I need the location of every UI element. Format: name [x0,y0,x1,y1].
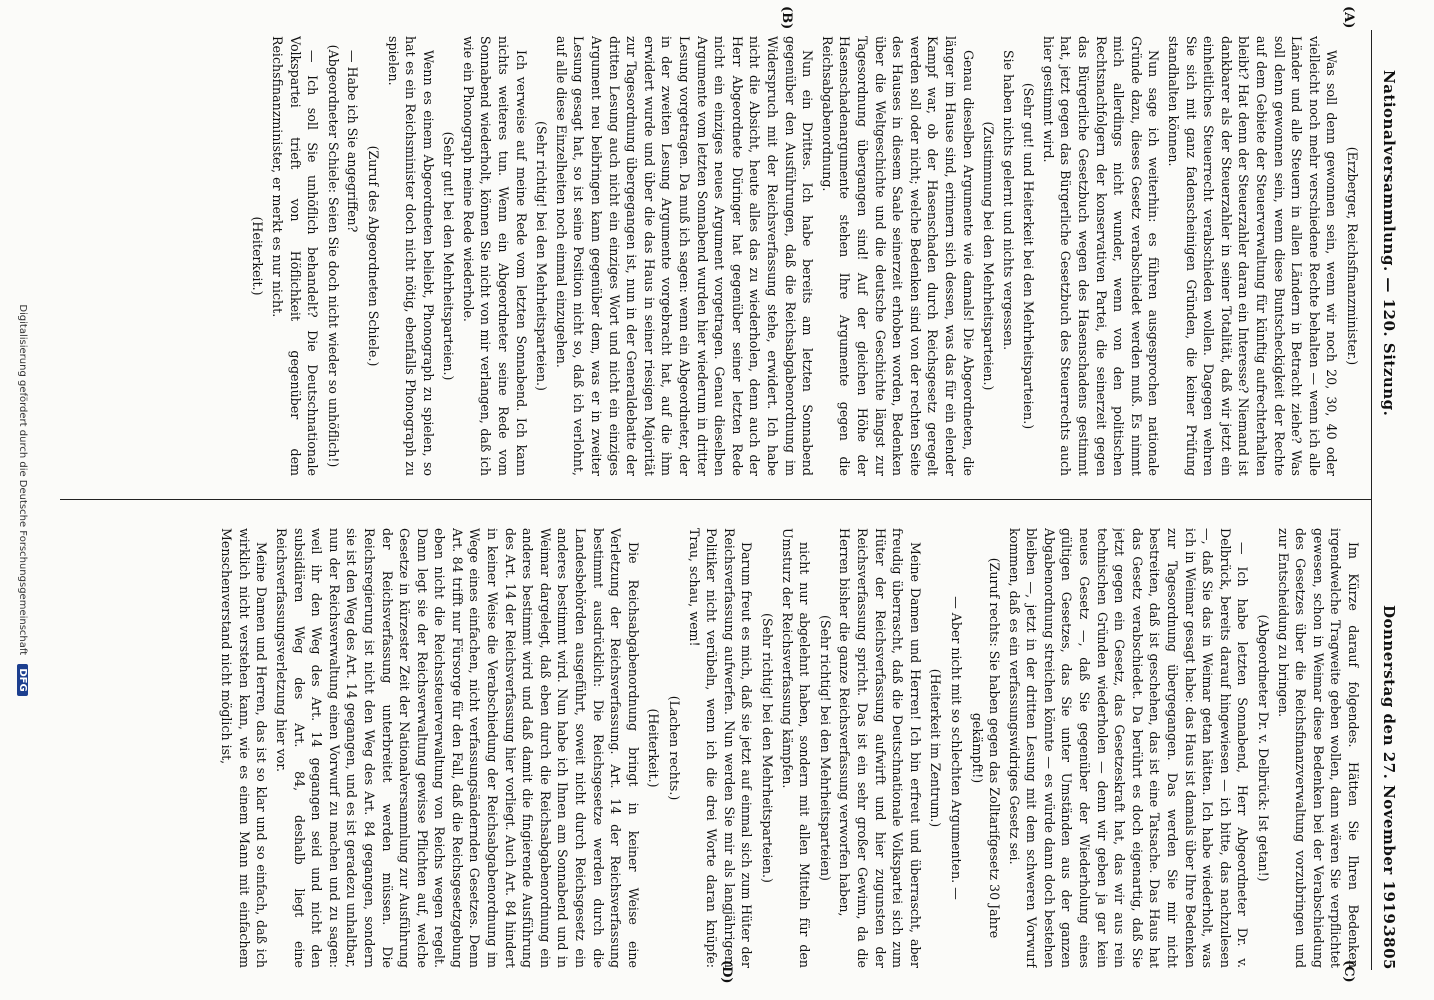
paragraph: Meine Damen und Herren! Ich bin erfreut und überrascht, aber freudig überrascht, daß die Deutschnationale Volkspartei sich zum Hüter der Reichsverfassung aufwirft und hier zugunsten der Reichsverfassung spricht. Das ist ein sehr großer Gewinn, da die Herren bisher die ganze Reichsverfassung verworfen haben, [837,528,923,968]
dfg-logo: DFG [17,664,28,695]
paragraph: Genau dieselben Argumente wie damals! Die Abgeordneten, die länger im Hause sind, erinnern sich dessen, was das für ein elender Kampf war, ob der Hasenschaden durch Reichsgesetz geregelt werden soll oder nicht; welche Bedenken sind von der rechten Seite des Hauses in diesem Saale seinerzeit erhoben worden, Bedenken über die Weltgeschichte und die deutsche Geschichte längst zur Tagesordnung übergangen sind! Auf der gleichen Höhe der Hasenschadenargumente stehen Ihre Argumente gegen die Reichsabgabenordnung. [819,36,976,476]
right-column [70,528,1362,968]
paragraph: Was soll denn gewonnen sein, wenn wir noch 20, 30, 40 oder vielleicht noch mehr verschiedene Rechte behalten — wenn ich alle Länder und alle Steuern in allen Ländern in Betracht ziehe? Was soll denn gewonnen sein, wenn diese Buntscheckigkeit der Rechte auf dem Gebiete der Steuerverwaltung für künftig aufrechterhalten bleibt? Hat denn der Steuerzahler daran ein Interesse? Niemand ist dankbarer als der Steuerzahler in seiner Totalität, daß wir jetzt ein einheitliches Steuerrecht verabschieden wollen. Dagegen wehren Sie sich mit ganz fadenscheinigen Gründen, die keiner Prüfung standhalten können. [1166,36,1340,476]
paragraph: (Heiterkeit.) [646,708,662,788]
paragraph: Nun sage ich weiterhin: es führen ausgesprochen nationale Gründe dazu, dieses Gesetz verabschiedet werden muß. Es nimmt mich allerdings nicht wunder, wenn von den politischen Rechtsnachfolgern der konservativen Partei, die seinerzeit gegen das Bürgerliche Gesetzbuch wegen des Hasenschadens gestimmt hat, jetzt gegen das Bürgerliche Gesetzbuch des Steuerrechts auch hier gestimmt wird. [1040,36,1162,476]
header-right: Donnerstag den 27. November 1919. [1380,604,1398,930]
paragraph: Ich verweise auf meine Rede vom letzten Sonnabend. Ich kann nichts weiteres tun. Wenn ein Abgeordneter seine Rede vom Sonnabend wiederholt, können Sie nicht von mir verlangen, daß ich wie ein Phonograph meine Rede wiederhole. [460,36,529,476]
paragraph: (Sehr gut! und Heiterkeit bei den Mehrheitsparteien.) [1021,82,1037,430]
paragraph: Im Kürze darauf folgendes. Hätten Sie Ihren Bedenken irgendwelche Tragweite geben wollen, dann wären Sie verpflichtet gewesen, schon in Weimar diese Bedenken bei der Verabschiedung des Gesetzes über die Reichsfinanzverwaltung vorzubringen und zur Entscheidung zu bringen. [1275,528,1361,968]
paragraph: Wenn es einem Abgeordneten beliebt, Phonograph zu spielen, so hat es ein Reichsminister doch nicht nötig, ebenfalls Phonograph zu spielen. [385,36,436,476]
paragraph: Darum freut es mich, daß sie jetzt auf einmal sich zum Hüter der Reichsverfassung aufwerfen. Nun werden Sie mir als langjährigem Politiker nicht verübeln, wenn ich die drei Worte daran knüpfe: Trau, schau, wem! [686,528,755,968]
left-column [70,36,1362,476]
paragraph: — Aber nicht mit so schlechten Argumenten. — [948,596,964,900]
margin-mark-a: (A) [1341,6,1356,29]
paragraph: Sie haben nichts gelernt und nichts vergessen. [1000,50,1016,351]
paragraph: (Sehr richtig! bei den Mehrheitsparteien) [817,615,833,881]
paragraph: (Sehr gut! bei den Mehrheitsparteien.) [441,131,457,381]
page-number: 3805 [1380,926,1398,970]
header-rule [1371,30,1372,970]
running-head [1372,30,1398,970]
paragraph: (Abgeordneter Dr. v. Delbrück: Ist getan!) [1256,614,1272,882]
paragraph: (Heiterkeit im Zentrum.) [928,668,944,828]
column-divider [60,499,1372,500]
paragraph: (Zuruf rechts: Sie haben gegen das Zolltarifgesetz 30 Jahre gekämpft!) [969,557,1003,939]
paragraph: — Habe ich Sie angegriffen? [345,50,361,233]
footer-credit [6,0,28,1000]
paragraph: (Zustimmung bei den Mehrheitsparteien.) [981,121,997,391]
margin-mark-b: (B) [779,6,794,30]
paragraph: nicht nur abgelehnt haben, sondern mit allen Mitteln für den Umsturz der Reichsverfassung kämpfen. [779,528,813,968]
paragraph: (Heiterkeit.) [250,216,266,296]
paragraph: (Sehr richtig! bei den Mehrheitsparteien.) [534,121,550,391]
paragraph: (Lachen rechts.) [667,695,683,801]
paragraph: (Zuruf des Abgeordneten Schiele.) [365,145,381,367]
paragraph: (Sehr richtig! bei den Mehrheitsparteien.) [760,613,775,883]
paragraph: (Abgeordneter Schiele: Seien Sie doch nicht wieder so unhöflich!) [325,44,341,468]
paragraph: Die Reichsabgabenordnung bringt in keiner Weise eine Verletzung der Reichsverfassung. Art. 14 der Reichsverfassung bestimmt ausdrücklich: Die Reichsgesetze werden durch die Landesbehörden ausgeführt, soweit nicht durch Reichsgesetz ein anderes bestimmt wird. Nun habe ich Ihnen am Sonnabend und in Weimar dargelegt, daß eben durch die Reichsabgabenordnung ein anderes bestimmt wird und daß damit die fingierende Ausführung des Art. 14 der Reichsverfassung hier vorliegt. Auch Art. 84 hindert in keiner Weise die Verabschiedung der Reichsabgabenordnung im Wege eines einfachen, nicht verfassungsändernden Gesetzes. Denn Art. 84 trifft nur Fürsorge für den Fall, daß die Reichsgesetzgebung eben nicht die Reichssteuerverwaltung von Reichs wegen regelt. Dann legt sie der Reichsverwaltung gewisse Pflichten auf, welche Gesetze in kürzester Zeit der Nationalversammlung zur Ausführung der Reichsverfassung unterbreitet werden müssen. Die Reichsregierung ist nicht den Weg des Art. 84 gegangen, sondern sie ist den Weg des Art. 14 gegangen, und es ist geradezu unhaltbar, nun der Reichsverwaltung einen Vorwurf zu machen und zu sagen: weil ihr den Weg des Art. 14 gegangen seid und nicht den subsidiären Weg des Art. 84, deshalb liegt eine Reichsverfassungsverletzung hier vor. [273,528,641,968]
paragraph: — Ich soll Sie unhöflich behandelt? Die Deutschnationale Volkspartei trieft von Höflichkeit gegenüber dem Reichsfinanzminister, er merkt es nur nicht. [269,36,321,476]
margin-mark-c: (C) [1341,960,1356,983]
paragraph: Meine Damen und Herren, das ist so klar und so einfach, daß ich wirklich nicht verstehen kann, wie es einem Mann mit einfachem Menschenverstand nicht möglich ist, [219,528,270,968]
paragraph: Nun ein Drittes. Ich habe bereits am letzten Sonnabend gegenüber den Ausführungen, daß die Reichsabgabenordnung im Widerspruch mit der Reichsverfassung stehe, erwidert. Ich habe nicht die Absicht, heute alles das zu wiederholen, denn auch der Herr Abgeordnete Düringer hat gegenüber seiner letzten Rede nicht ein einziges neues Argument vorgetragen. Genau dieselben Argumente vom letzten Sonnabend wurden hier wiederum in dritter Lesung vorgetragen. Da muß ich sagen: wenn ein Abgeordneter, der in der zweiten Lesung Argumente vorgebracht hat, auf die ihm erwidert wurde und über die das Haus in seiner riesigen Majorität zur Tagesordnung übergegangen ist, nun in der Generaldebatte der dritten Lesung auch nicht ein einziges Wort und nicht ein einziges Argument neu beibringen kann gegenüber dem, was er in zweiter Lesung gesagt hat, so ist seine Position nicht so, daß ich verlohnt, auf alle diese Einzelheiten noch einmal einzugehen. [553,36,816,476]
paragraph: — Ich habe letzten Sonnabend, Herr Abgeordneter Dr. v. Delbrück, bereits darauf hingewiesen — ich bitte, das nachzulesen —, daß Sie das in Weimar getan hätten. Ich habe wiederholt, was ich in Weimar gesagt habe: das Haus ist damals über Ihre Bedenken zur Tagesordnung übergegangen. Das werden Sie mir nicht bestreiten, daß ist geschehen, das ist eine Tatsache. Das Haus hat das Gesetz verabschiedet. Da berührt es doch eigenartig, daß Sie jetzt gegen ein Gesetz, das Gesetzeskraft hat, das wir aus rein technischen Gründen wiederholen — denn wir geben ja gar kein neues Gesetz —, daß Sie gegenüber der Wiederholung eines gültigen Gesetzes, das Sie unter Umständen aus der ganzen Abgabenordnung streichen könnte — es würde dann doch bestehen bleiben —, jetzt in der dritten Lesung mit dem schweren Vorwurf kommen, daß es ein verfassungswidriges Gesetz sei. [1006,528,1251,968]
header-left: Nationalversammlung. — 120. Sitzung. [1380,70,1398,417]
paragraph: (Erzberger, Reichsfinanzminister.) [1345,146,1360,366]
footer-text: Digitalisierung gefördert durch die Deutsche Forschungsgemeinschaft [17,304,28,656]
margin-mark-d: (D) [719,960,734,984]
